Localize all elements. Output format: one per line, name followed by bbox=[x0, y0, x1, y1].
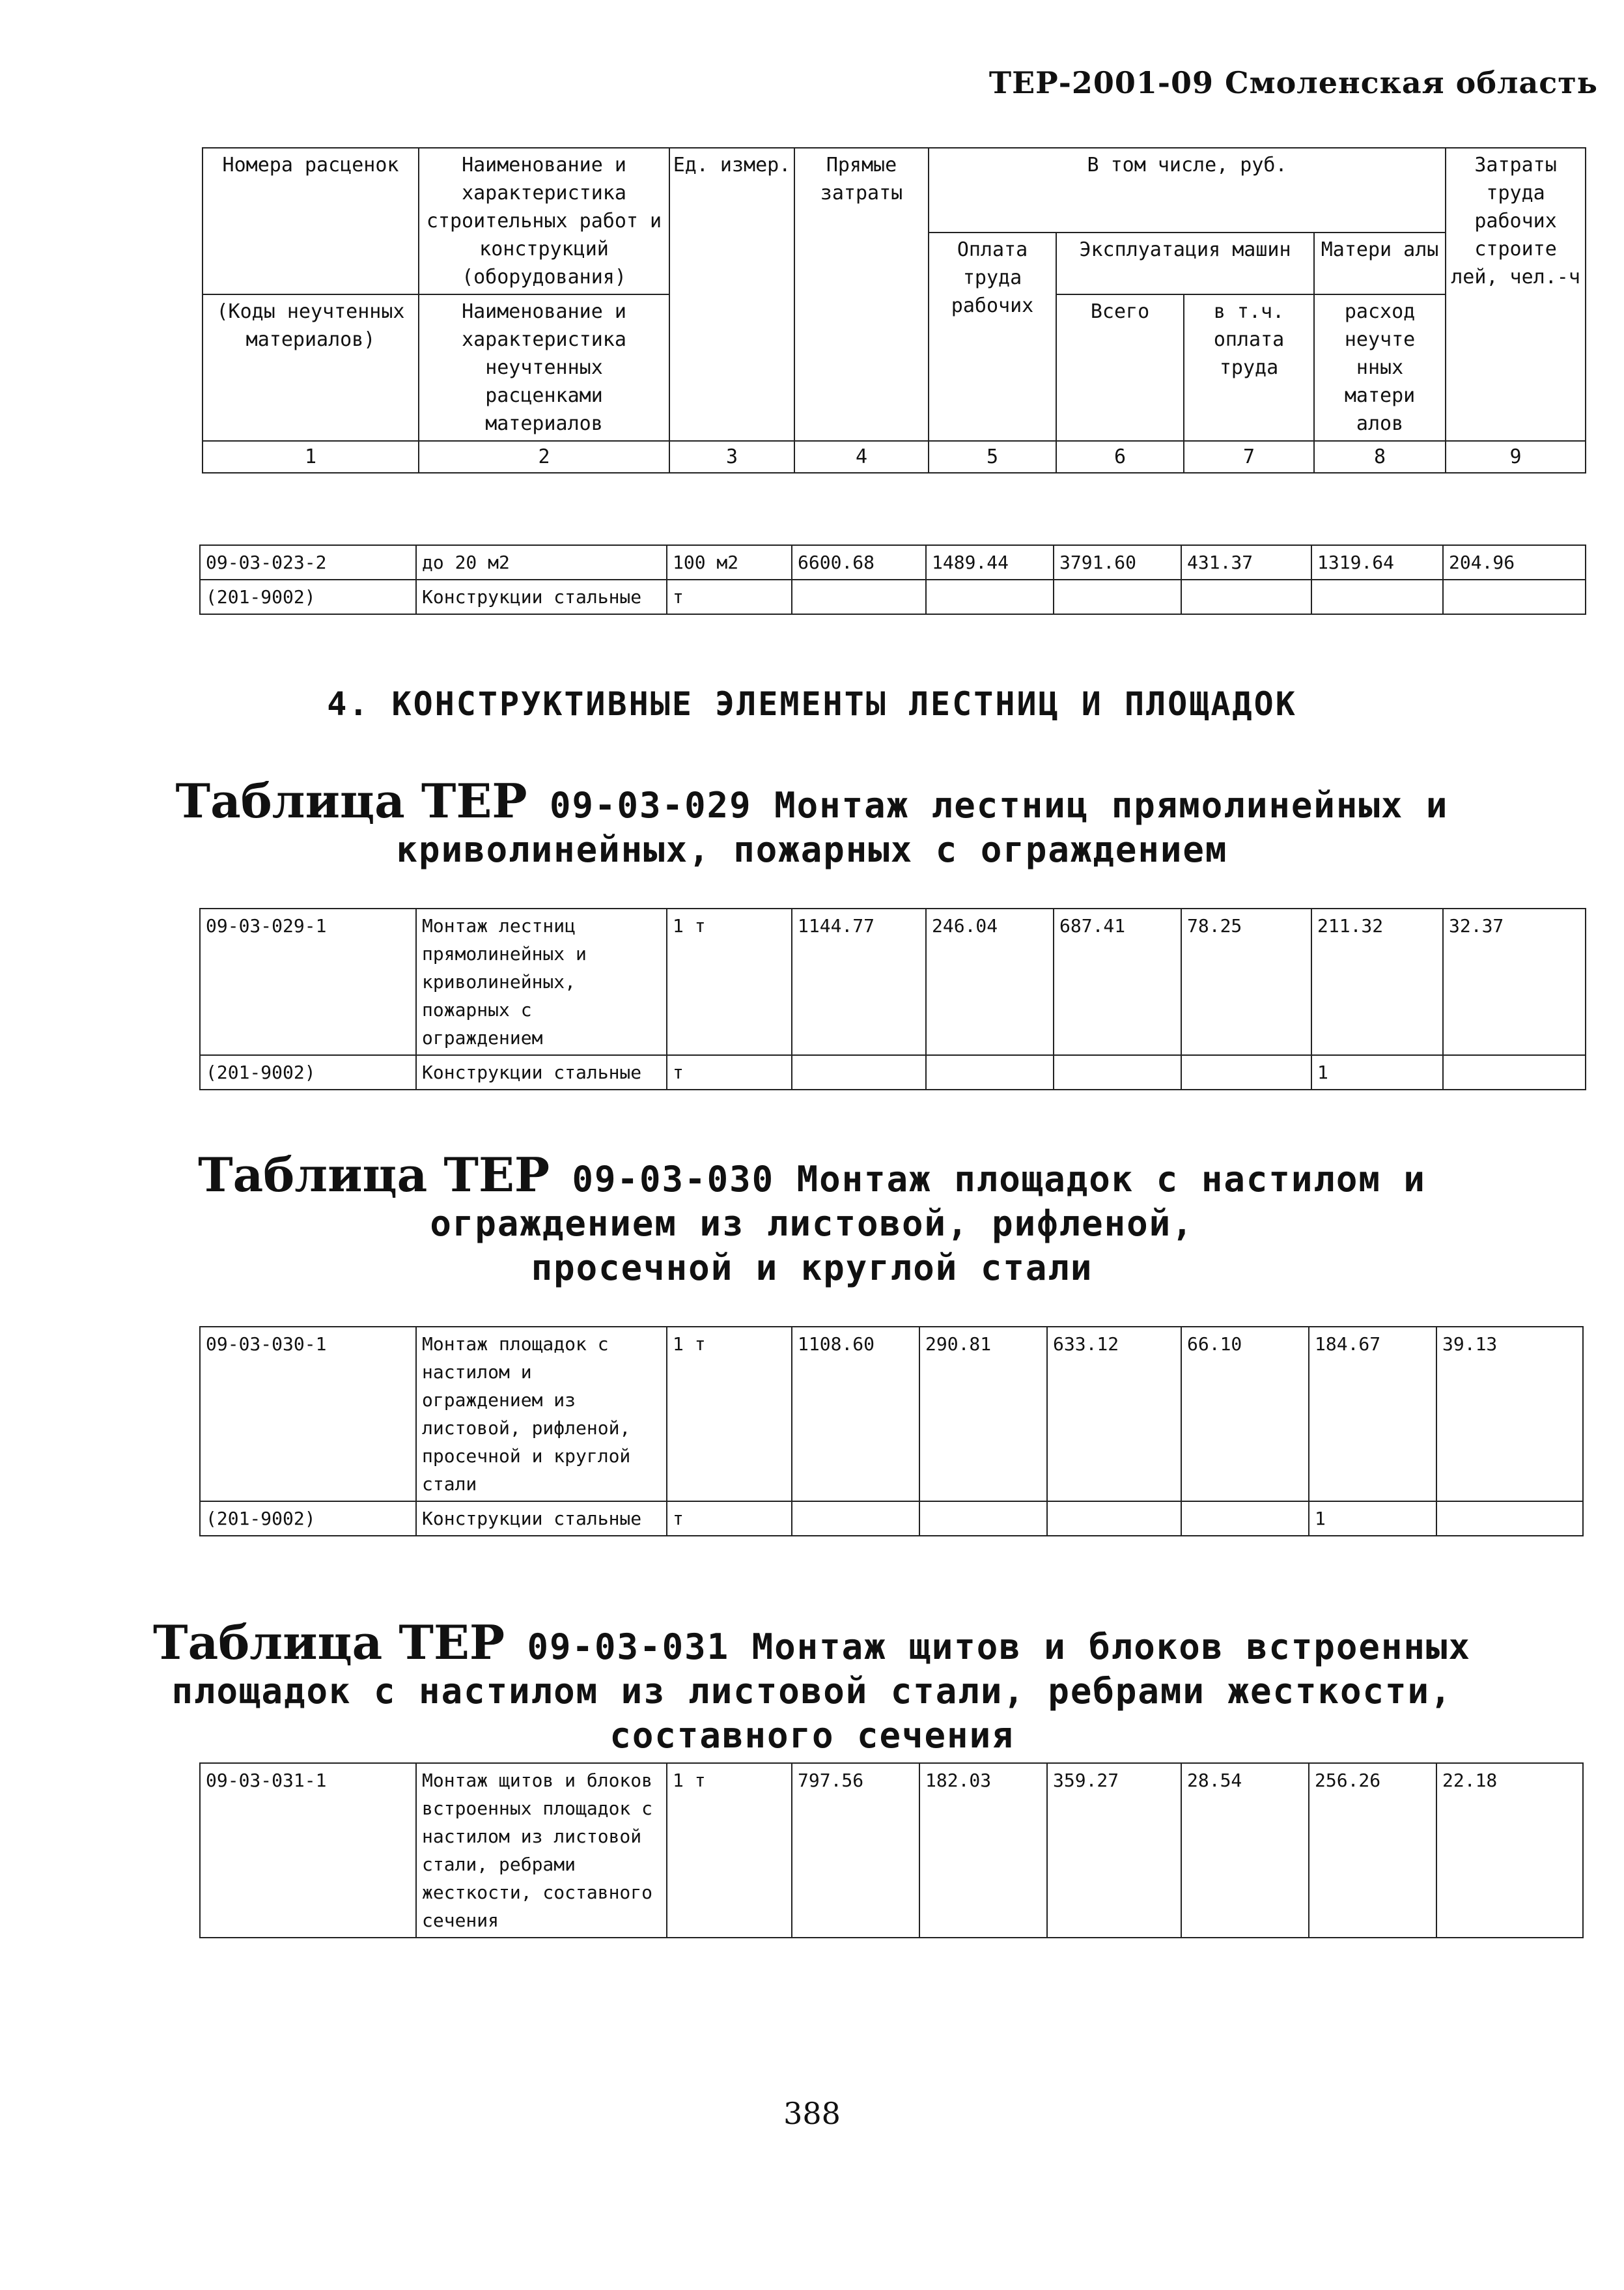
labor-pay bbox=[926, 1055, 1054, 1090]
table-title-line: просечной и круглой стали bbox=[531, 1247, 1093, 1288]
table-title-029 bbox=[0, 773, 1624, 872]
direct-costs bbox=[792, 1501, 919, 1536]
column-header-table bbox=[202, 147, 1586, 474]
col-number: 8 bbox=[1314, 441, 1446, 473]
header-unaccounted-consumption: расход неучте нных матери алов bbox=[1314, 294, 1446, 441]
labor-pay: 182.03 bbox=[919, 1763, 1047, 1938]
labor-pay: 246.04 bbox=[926, 909, 1054, 1055]
table-row bbox=[200, 1327, 1583, 1501]
col-number: 3 bbox=[669, 441, 794, 473]
rates-table-09-03-030 bbox=[199, 1326, 1584, 1536]
table-title-line: 09-03-031 Монтаж щитов и блоков встроенных bbox=[527, 1626, 1471, 1667]
table-title-line: составного сечения bbox=[609, 1715, 1015, 1756]
table-title-line: площадок с настилом из листовой стали, ребрами жесткости, bbox=[171, 1671, 1453, 1712]
col-number: 4 bbox=[794, 441, 929, 473]
material-code: (201-9002) bbox=[200, 1501, 416, 1536]
machines-labor: 66.10 bbox=[1181, 1327, 1309, 1501]
labor-pay bbox=[919, 1501, 1047, 1536]
materials: 1 bbox=[1309, 1501, 1436, 1536]
col-number: 1 bbox=[203, 441, 419, 473]
unit: т bbox=[667, 1055, 792, 1090]
labor-costs: 39.13 bbox=[1436, 1327, 1583, 1501]
header-direct-costs: Прямые затраты bbox=[794, 148, 929, 441]
col-number: 2 bbox=[419, 441, 669, 473]
machines-labor bbox=[1181, 1501, 1309, 1536]
header-incl-labor: в т.ч. оплата труда bbox=[1184, 294, 1314, 441]
unit: 100 м2 bbox=[667, 545, 792, 580]
table-row bbox=[200, 580, 1586, 614]
direct-costs bbox=[792, 580, 926, 614]
rates-table-09-03-023 bbox=[199, 544, 1586, 615]
header-total: Всего bbox=[1056, 294, 1184, 441]
header-name-characteristics: Наименование и характеристика строительных работ и конструкций (оборудования) bbox=[419, 148, 669, 294]
header-labor-costs: Затраты труда рабочих строите лей, чел.-ч bbox=[1446, 148, 1586, 441]
header-unit: Ед. измер. bbox=[669, 148, 794, 441]
table-title-prefix: Таблица ТЕР bbox=[175, 773, 527, 828]
labor-pay: 290.81 bbox=[919, 1327, 1047, 1501]
machines-total: 359.27 bbox=[1047, 1763, 1181, 1938]
labor-costs: 22.18 bbox=[1436, 1763, 1583, 1938]
table-title-line: криволинейных, пожарных с ограждением bbox=[396, 829, 1228, 870]
machines-labor: 78.25 bbox=[1181, 909, 1311, 1055]
machines-total: 687.41 bbox=[1054, 909, 1181, 1055]
machines-labor: 431.37 bbox=[1181, 545, 1311, 580]
unit: т bbox=[667, 1501, 792, 1536]
header-labor-pay: Оплата труда рабочих bbox=[929, 233, 1056, 441]
work-name: до 20 м2 bbox=[416, 545, 667, 580]
work-name: Монтаж щитов и блоков встроенных площадок с настилом из листовой стали, ребрами жесткости, составного сечения bbox=[416, 1763, 667, 1938]
table-row bbox=[200, 909, 1586, 1055]
labor-pay: 1489.44 bbox=[926, 545, 1054, 580]
rate-code: 09-03-031-1 bbox=[200, 1763, 416, 1938]
direct-costs: 1108.60 bbox=[792, 1327, 919, 1501]
direct-costs: 1144.77 bbox=[792, 909, 926, 1055]
materials: 1 bbox=[1311, 1055, 1443, 1090]
table-title-031 bbox=[0, 1615, 1624, 1758]
rate-code: 09-03-023-2 bbox=[200, 545, 416, 580]
materials: 256.26 bbox=[1309, 1763, 1436, 1938]
material-name: Конструкции стальные bbox=[416, 1501, 667, 1536]
material-code: (201-9002) bbox=[200, 580, 416, 614]
labor-costs bbox=[1443, 580, 1586, 614]
labor-costs bbox=[1443, 1055, 1586, 1090]
table-title-prefix: Таблица ТЕР bbox=[153, 1615, 505, 1670]
rates-table-09-03-031 bbox=[199, 1762, 1584, 1938]
unit: т bbox=[667, 580, 792, 614]
col-number: 9 bbox=[1446, 441, 1586, 473]
table-title-line: 09-03-029 Монтаж лестниц прямолинейных и bbox=[550, 785, 1449, 826]
header-rates-numbers: Номера расценок bbox=[203, 148, 419, 294]
col-number: 7 bbox=[1184, 441, 1314, 473]
table-title-line: 09-03-030 Монтаж площадок с настилом и bbox=[572, 1159, 1426, 1200]
materials bbox=[1311, 580, 1443, 614]
machines-labor: 28.54 bbox=[1181, 1763, 1309, 1938]
rates-table-09-03-029 bbox=[199, 908, 1586, 1090]
materials: 1319.64 bbox=[1311, 545, 1443, 580]
col-number: 5 bbox=[929, 441, 1056, 473]
machines-total: 633.12 bbox=[1047, 1327, 1181, 1501]
header-incl-rub: В том числе, руб. bbox=[929, 148, 1446, 233]
direct-costs bbox=[792, 1055, 926, 1090]
labor-pay bbox=[926, 580, 1054, 614]
page-number: 388 bbox=[783, 2096, 841, 2131]
machines-total bbox=[1054, 580, 1181, 614]
work-name: Монтаж площадок с настилом и ограждением из листовой, рифленой, просечной и круглой стали bbox=[416, 1327, 667, 1501]
table-row bbox=[200, 1501, 1583, 1536]
rate-code: 09-03-030-1 bbox=[200, 1327, 416, 1501]
table-row bbox=[200, 1055, 1586, 1090]
table-title-line: ограждением из листовой, рифленой, bbox=[430, 1203, 1194, 1244]
material-code: (201-9002) bbox=[200, 1055, 416, 1090]
machines-total: 3791.60 bbox=[1054, 545, 1181, 580]
header-name-materials: Наименование и характеристика неучтенных расценками материалов bbox=[419, 294, 669, 441]
material-name: Конструкции стальные bbox=[416, 1055, 667, 1090]
machines-total bbox=[1054, 1055, 1181, 1090]
table-row bbox=[200, 1763, 1583, 1938]
materials: 184.67 bbox=[1309, 1327, 1436, 1501]
machines-labor bbox=[1181, 580, 1311, 614]
header-materials: Матери алы bbox=[1314, 233, 1446, 294]
col-number: 6 bbox=[1056, 441, 1184, 473]
rate-code: 09-03-029-1 bbox=[200, 909, 416, 1055]
section-heading: 4. КОНСТРУКТИВНЫЕ ЭЛЕМЕНТЫ ЛЕСТНИЦ И ПЛОЩАДОК bbox=[327, 685, 1297, 723]
materials: 211.32 bbox=[1311, 909, 1443, 1055]
unit: 1 т bbox=[667, 1763, 792, 1938]
header-codes-unaccounted: (Коды неучтенных материалов) bbox=[203, 294, 419, 441]
labor-costs bbox=[1436, 1501, 1583, 1536]
running-header: ТЕР-2001-09 Смоленская область bbox=[988, 65, 1598, 100]
labor-costs: 204.96 bbox=[1443, 545, 1586, 580]
table-title-030 bbox=[0, 1147, 1624, 1290]
labor-costs: 32.37 bbox=[1443, 909, 1586, 1055]
direct-costs: 797.56 bbox=[792, 1763, 919, 1938]
header-machine-ops: Эксплуатация машин bbox=[1056, 233, 1314, 294]
work-name: Монтаж лестниц прямолинейных и криволинейных, пожарных с ограждением bbox=[416, 909, 667, 1055]
direct-costs: 6600.68 bbox=[792, 545, 926, 580]
material-name: Конструкции стальные bbox=[416, 580, 667, 614]
machines-total bbox=[1047, 1501, 1181, 1536]
table-title-prefix: Таблица ТЕР bbox=[198, 1147, 550, 1202]
unit: 1 т bbox=[667, 909, 792, 1055]
unit: 1 т bbox=[667, 1327, 792, 1501]
table-row bbox=[200, 545, 1586, 580]
machines-labor bbox=[1181, 1055, 1311, 1090]
